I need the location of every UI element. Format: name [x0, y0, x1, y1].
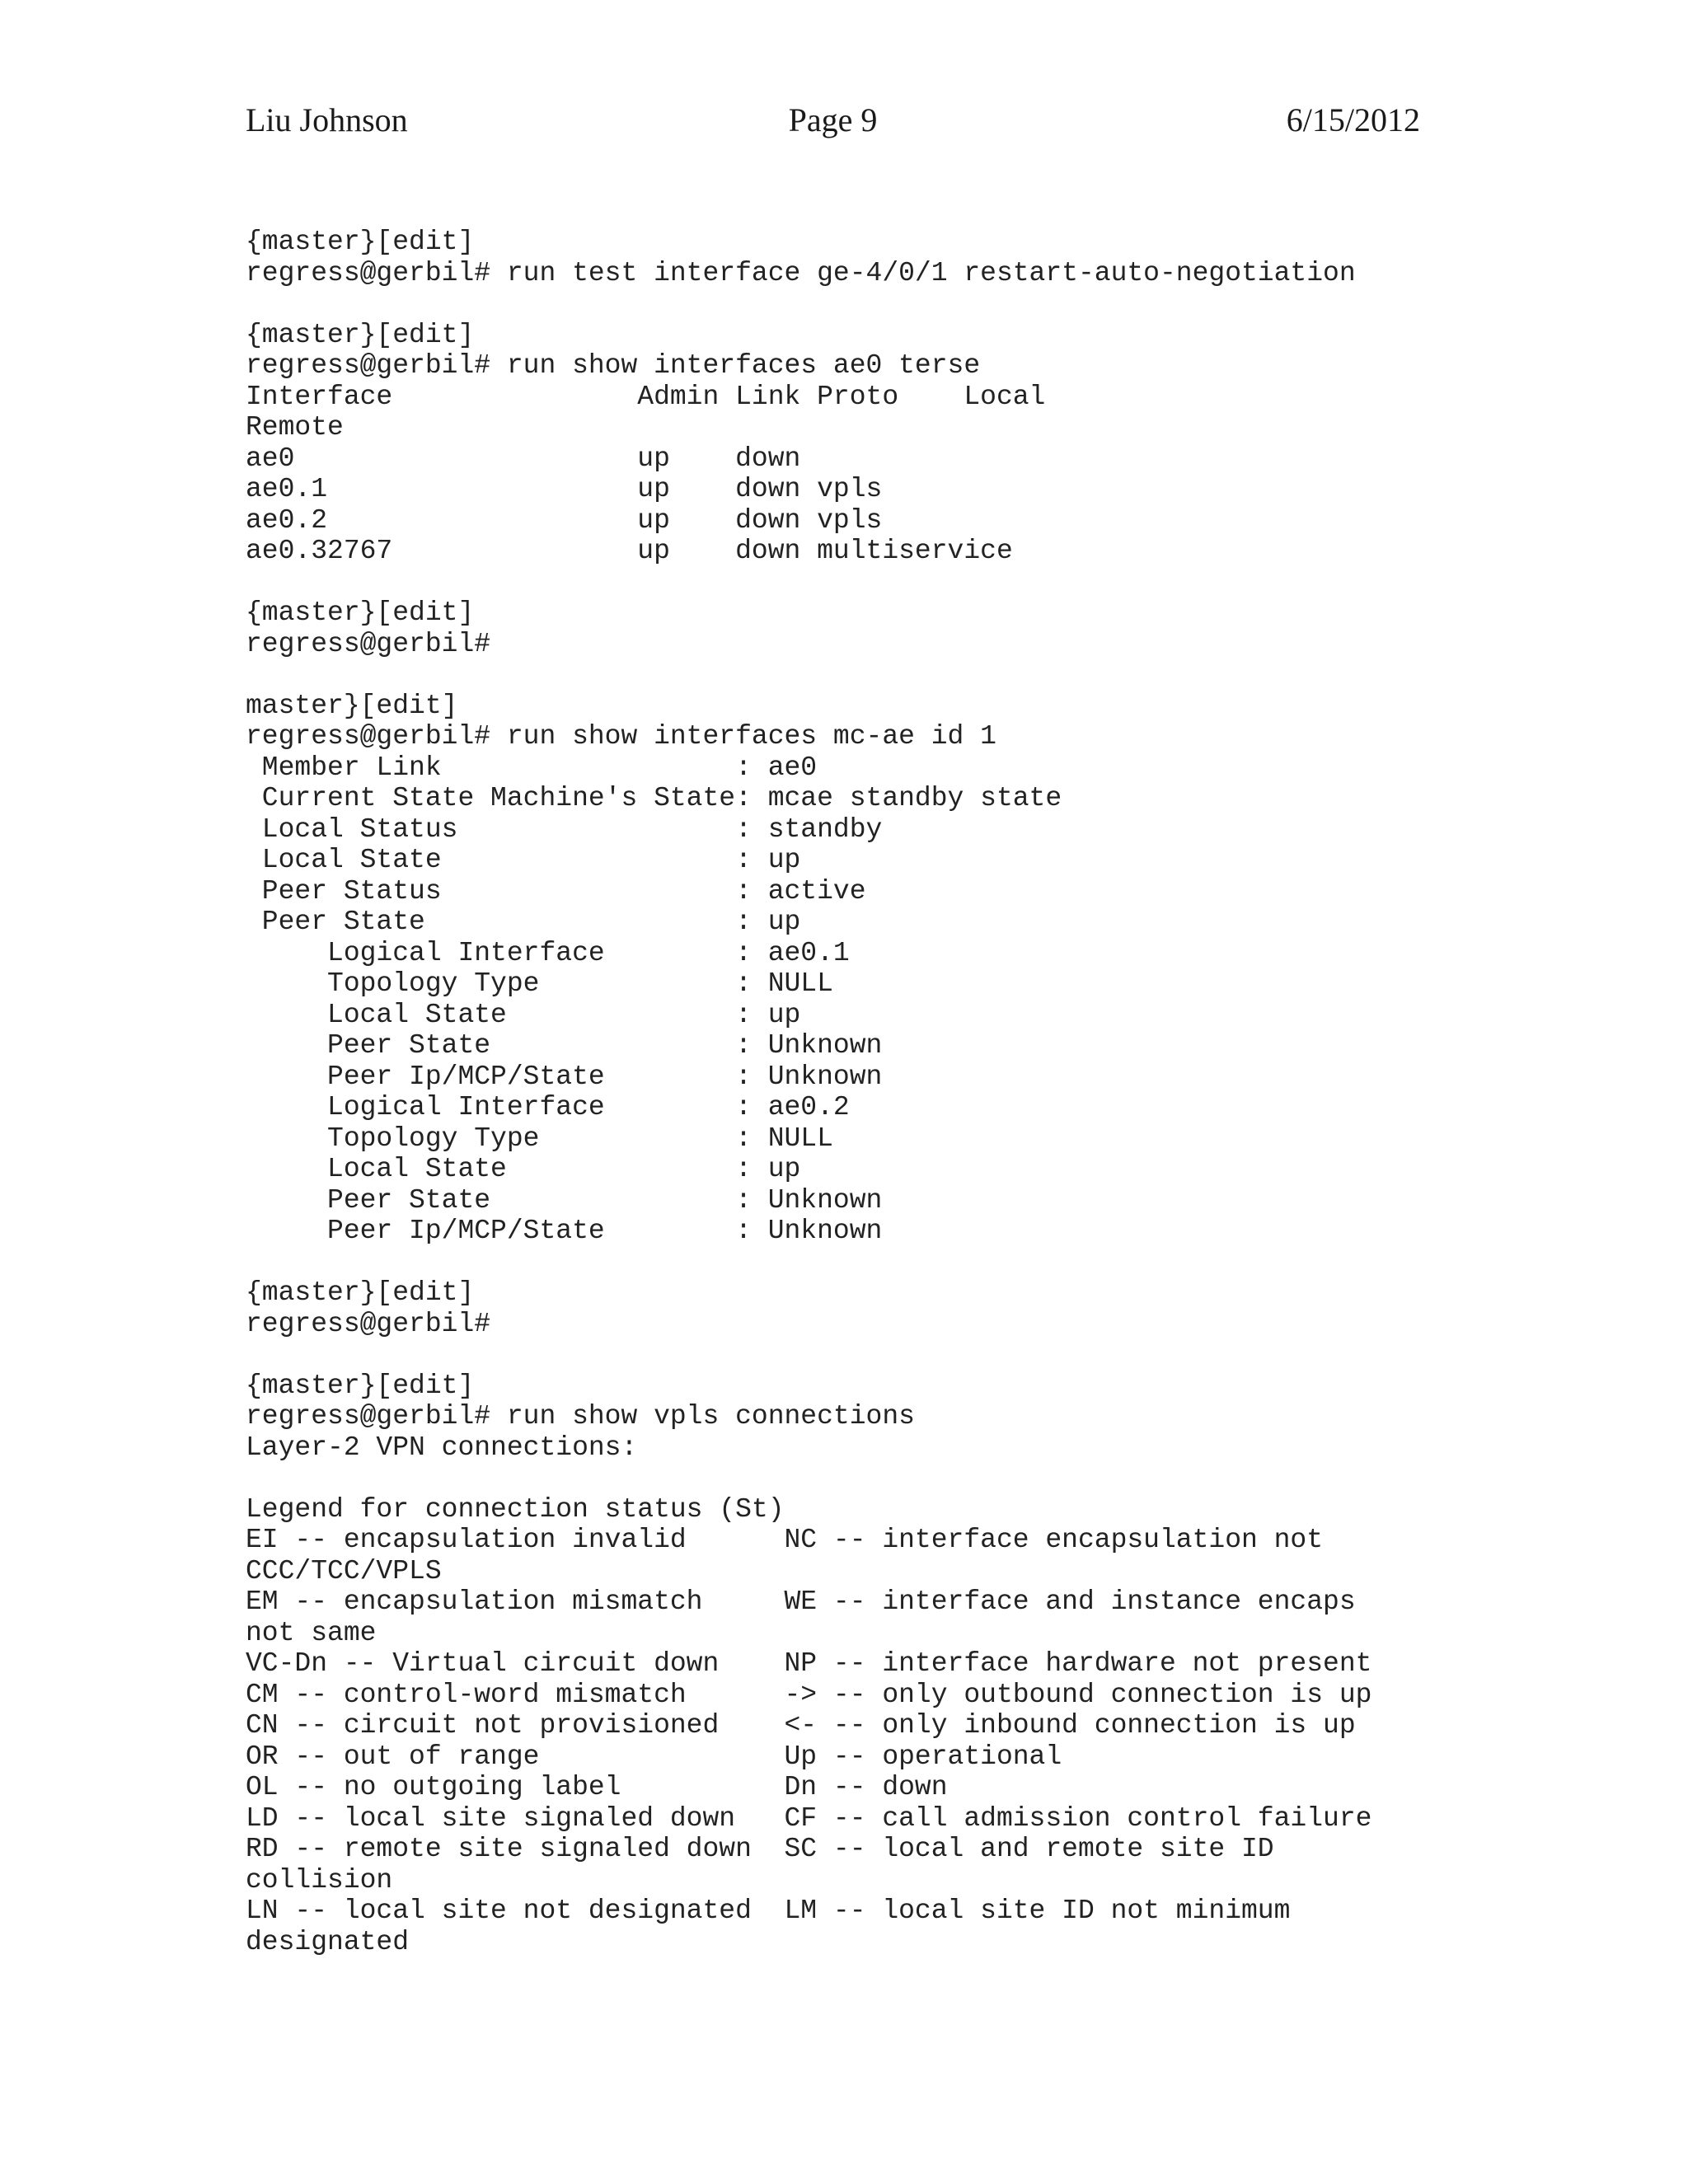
page-header	[246, 97, 1420, 143]
terminal-line: designated	[246, 1926, 410, 1957]
terminal-line: Legend for connection status (St)	[246, 1493, 785, 1525]
terminal-line: ae0.2 up down vpls	[246, 504, 883, 536]
terminal-line: Peer Ip/MCP/State : Unknown	[246, 1061, 883, 1092]
terminal-line: Local State : up	[246, 1154, 801, 1184]
terminal-line: Peer Status : active	[246, 875, 866, 907]
terminal-line	[246, 1339, 1372, 1371]
terminal-line: EI -- encapsulation invalid NC -- interface encapsulation not	[246, 1525, 1324, 1555]
terminal-line	[246, 1463, 1372, 1494]
terminal-line: regress@gerbil#	[246, 1308, 491, 1339]
terminal-line: Topology Type : NULL	[246, 968, 833, 999]
terminal-line: collision	[246, 1864, 393, 1896]
terminal-line: regress@gerbil# run show interfaces ae0 terse	[246, 350, 981, 381]
terminal-line: RD -- remote site signaled down SC -- local and remote site ID	[246, 1834, 1274, 1864]
terminal-line: Local Status : standby	[246, 813, 883, 845]
terminal-output	[246, 227, 1372, 1957]
terminal-line: {master}[edit]	[246, 319, 475, 350]
terminal-line	[246, 659, 1372, 691]
terminal-line: {master}[edit]	[246, 1370, 475, 1401]
terminal-line: Topology Type : NULL	[246, 1122, 833, 1154]
terminal-line: Interface Admin Link Proto Local	[246, 381, 1046, 412]
terminal-line: EM -- encapsulation mismatch WE -- interface and instance encaps	[246, 1586, 1356, 1617]
header-author: Liu Johnson	[246, 101, 408, 138]
terminal-line: Peer State : Unknown	[246, 1184, 883, 1216]
terminal-line: {master}[edit]	[246, 227, 475, 257]
terminal-line: CN -- circuit not provisioned <- -- only inbound connection is up	[246, 1710, 1356, 1741]
terminal-line: Logical Interface : ae0.2	[246, 1092, 850, 1122]
terminal-line: Local State : up	[246, 999, 801, 1030]
terminal-line: LD -- local site signaled down CF -- call admission control failure	[246, 1802, 1372, 1834]
terminal-line: OL -- no outgoing label Dn -- down	[246, 1772, 948, 1802]
terminal-line: regress@gerbil# run show vpls connections	[246, 1401, 915, 1432]
terminal-line	[246, 567, 1372, 598]
terminal-line: regress@gerbil# run test interface ge-4/0/1 restart-auto-negotiation	[246, 257, 1356, 288]
terminal-line: OR -- out of range Up -- operational	[246, 1741, 1062, 1772]
terminal-line: Peer State : up	[246, 907, 801, 937]
terminal-line: {master}[edit]	[246, 1277, 475, 1308]
terminal-line: ae0 up down	[246, 443, 801, 474]
terminal-line: Peer Ip/MCP/State : Unknown	[246, 1216, 883, 1246]
terminal-line	[246, 288, 1372, 320]
terminal-line: LN -- local site not designated LM -- local site ID not minimum	[246, 1896, 1291, 1926]
terminal-line: ae0.1 up down vpls	[246, 474, 883, 504]
terminal-line: Remote	[246, 412, 344, 443]
terminal-line: Local State : up	[246, 845, 801, 875]
terminal-line: CCC/TCC/VPLS	[246, 1555, 442, 1586]
terminal-line: master}[edit]	[246, 690, 458, 721]
terminal-line: not same	[246, 1617, 377, 1648]
terminal-line: regress@gerbil#	[246, 628, 491, 659]
terminal-line: Layer-2 VPN connections:	[246, 1432, 638, 1463]
terminal-line	[246, 1247, 1372, 1278]
header-date: 6/15/2012	[1286, 101, 1420, 138]
terminal-line: {master}[edit]	[246, 598, 475, 628]
terminal-line: regress@gerbil# run show interfaces mc-ae id 1	[246, 721, 996, 752]
terminal-line: Current State Machine's State: mcae standby state	[246, 783, 1062, 813]
terminal-line: Member Link : ae0	[246, 752, 818, 783]
terminal-line: VC-Dn -- Virtual circuit down NP -- interface hardware not present	[246, 1648, 1372, 1679]
terminal-line: Peer State : Unknown	[246, 1030, 883, 1061]
terminal-line: CM -- control-word mismatch -> -- only outbound connection is up	[246, 1679, 1372, 1710]
header-page-number: Page 9	[788, 101, 878, 138]
terminal-line: ae0.32767 up down multiservice	[246, 536, 1013, 566]
terminal-line: Logical Interface : ae0.1	[246, 937, 850, 968]
